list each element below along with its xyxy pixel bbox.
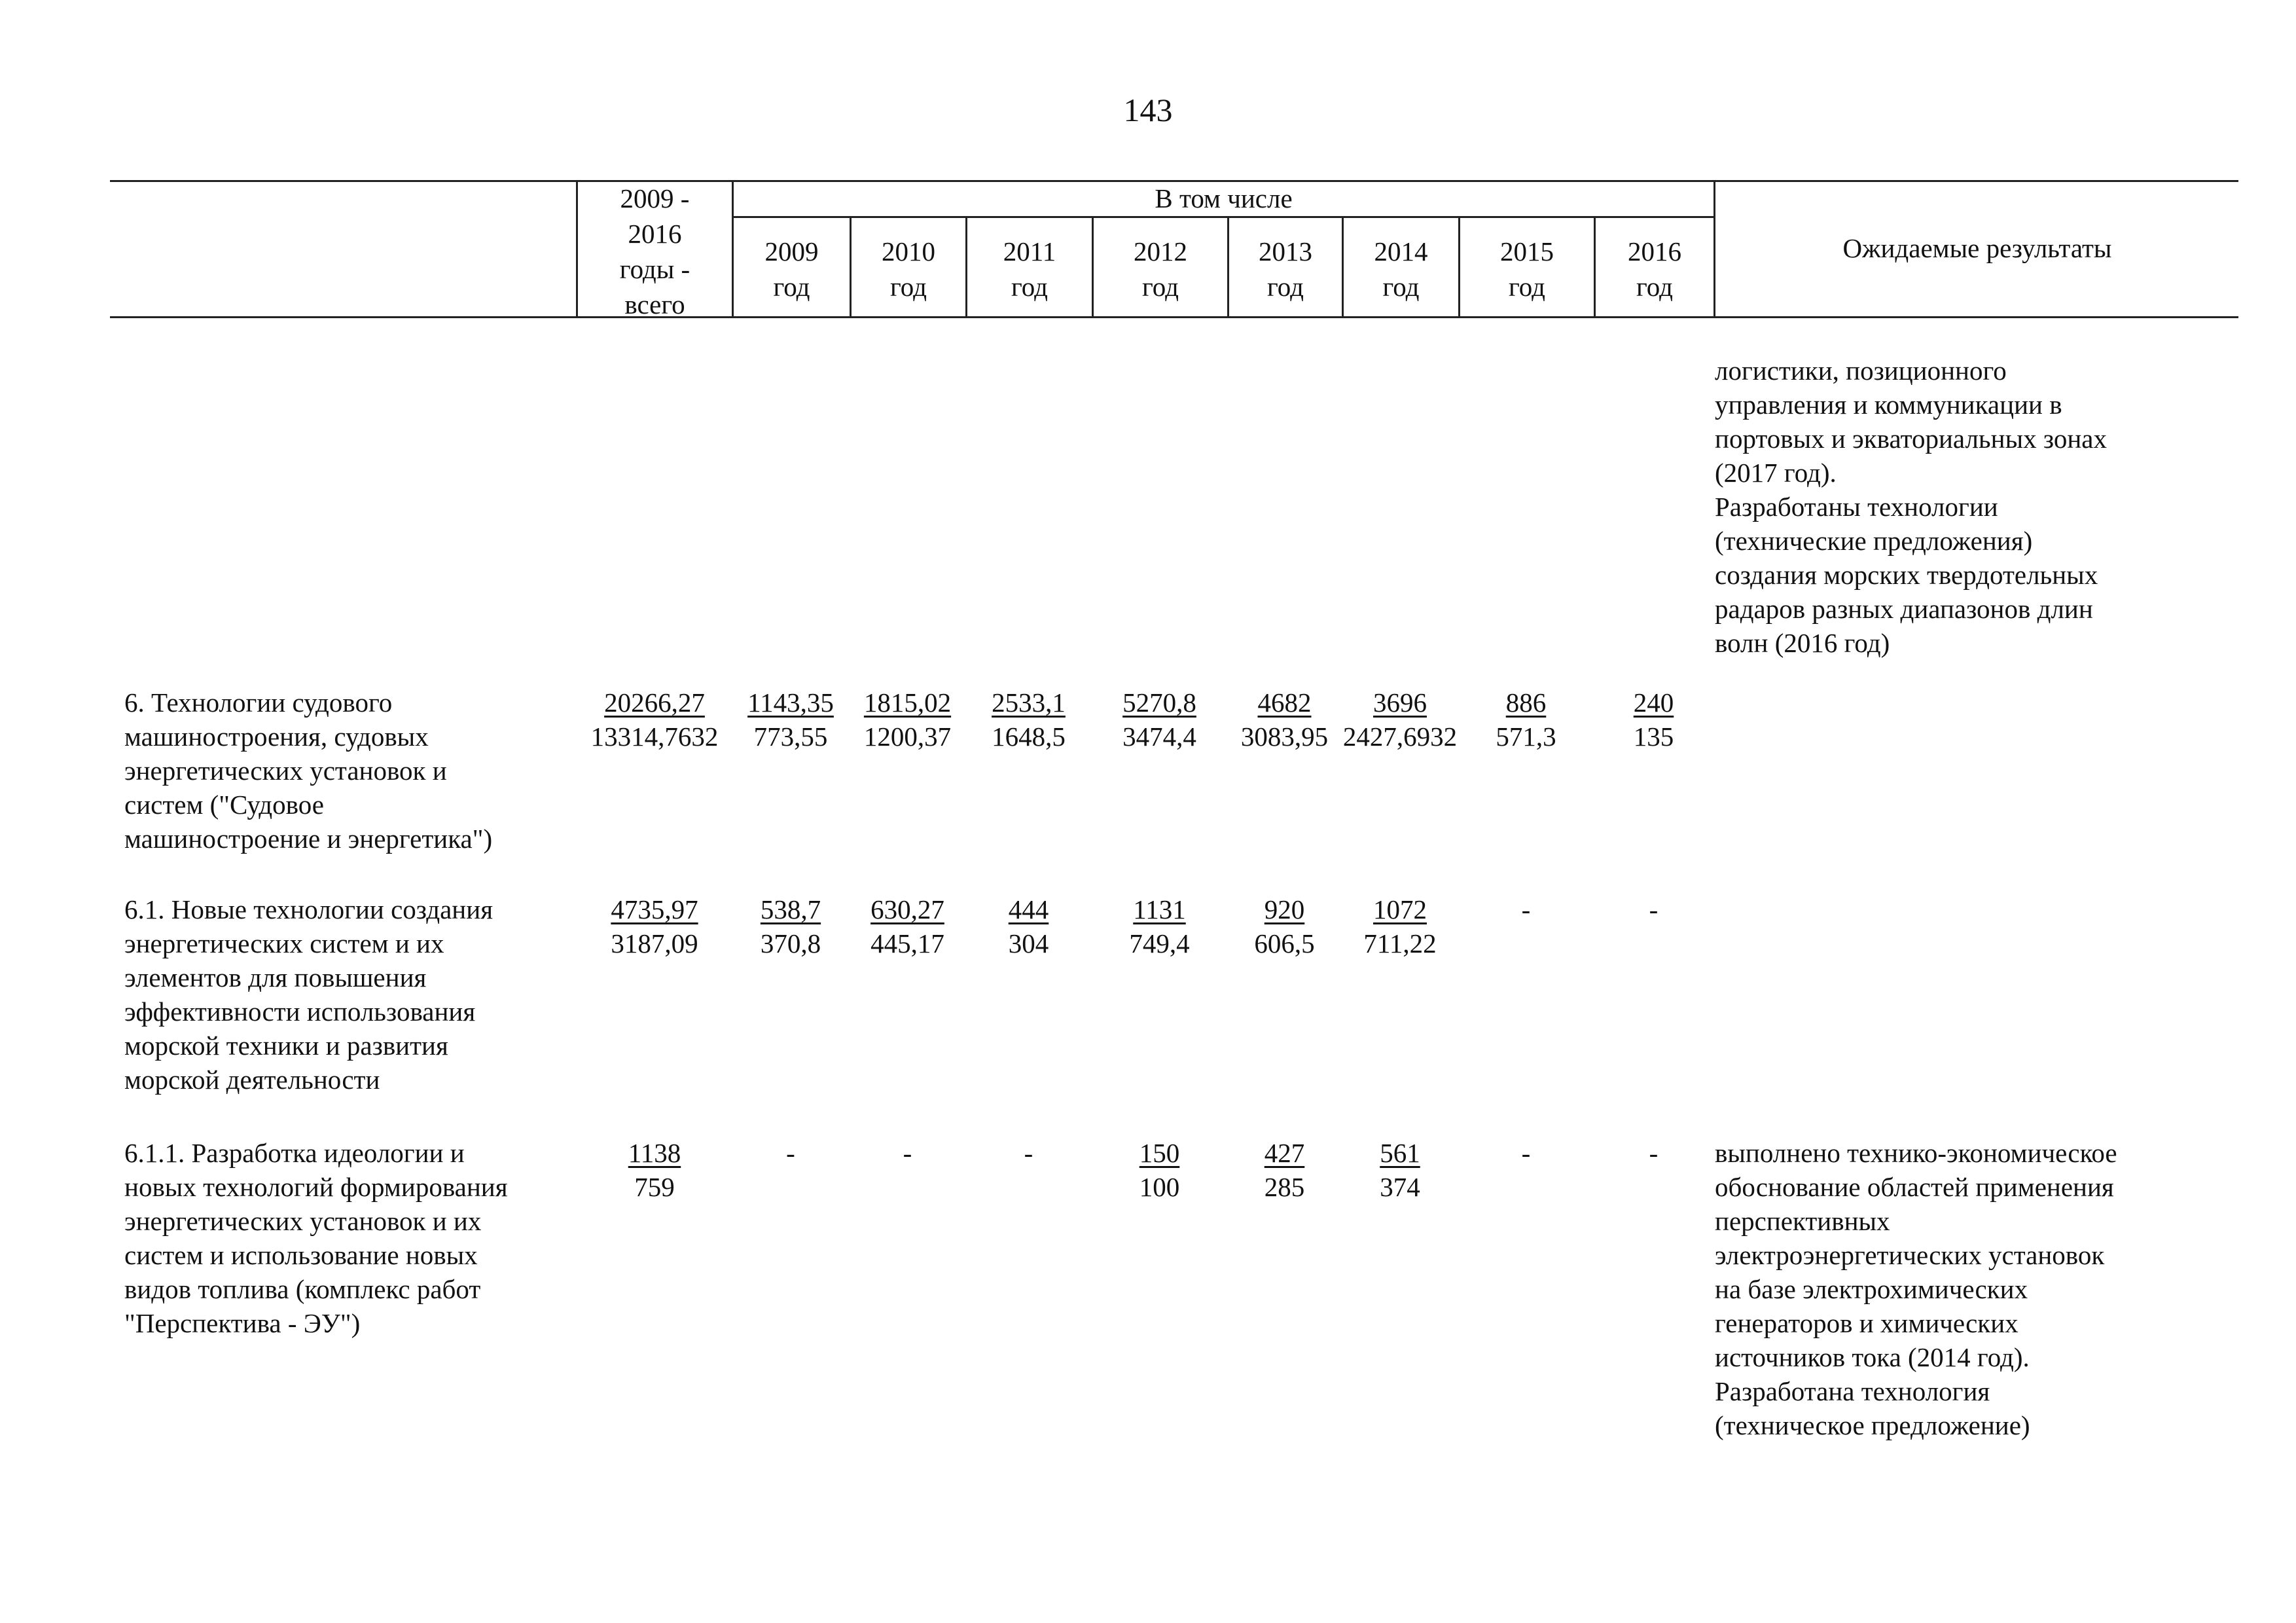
value-cell [1227,1136,1342,1204]
value-dash: - [1649,1138,1659,1168]
value-cell [965,685,1092,754]
value-subtotal: 285 [1264,1172,1305,1202]
header-year: 2016 год [1628,236,1681,302]
value-cell [732,685,850,754]
value-cell [1092,892,1227,960]
value-total: 1072 [1373,894,1427,924]
value-cell [1458,685,1594,754]
value-subtotal: 13314,7632 [590,721,719,752]
value-cell [732,1136,850,1170]
value-cell [850,685,965,754]
header-total: 2009 - 2016 годы - всего [619,183,691,319]
value-cell [965,1136,1092,1170]
value-cell [576,892,733,960]
header-group-rule [732,216,1715,218]
value-cell [1594,1136,1713,1170]
value-total: 920 [1264,894,1305,924]
row-label: 6. Технологии судового машиностроения, судовых энергетических установок и систем ("Судовое машиностроение и энергетика") [124,687,493,854]
value-total: 5270,8 [1122,687,1196,718]
value-total: 3696 [1373,687,1427,718]
value-subtotal: 1200,37 [863,721,952,752]
page-number: 143 [1123,92,1173,128]
value-subtotal: 370,8 [760,928,821,958]
value-subtotal: 711,22 [1363,928,1437,958]
value-subtotal: 135 [1633,721,1674,752]
value-cell [850,892,965,960]
value-dash: - [786,1138,795,1168]
value-total: 886 [1505,687,1547,718]
value-total: 4682 [1257,687,1312,718]
value-cell [732,892,850,960]
value-total: 1815,02 [863,687,952,718]
value-total: 150 [1139,1138,1180,1168]
header-year: 2010 год [882,236,935,302]
value-subtotal: 759 [634,1172,675,1202]
header-results: Ожидаемые результаты [1842,233,2112,263]
header-year: 2015 год [1500,236,1554,302]
value-subtotal: 606,5 [1254,928,1315,958]
value-total: 444 [1008,894,1049,924]
value-dash: - [1024,1138,1033,1168]
value-total: 1131 [1133,894,1186,924]
value-cell [1594,892,1713,926]
value-dash: - [903,1138,912,1168]
value-dash: - [1521,1138,1531,1168]
header-bottom-rule [110,316,2238,318]
value-subtotal: 773,55 [753,721,828,752]
row-label: 6.1. Новые технологии создания энергетических систем и их элементов для повышения эффективности использования морской техники и развития морской деятельности [124,894,493,1095]
value-total: 240 [1633,687,1674,718]
value-cell [1227,685,1342,754]
header-year: 2014 год [1374,236,1428,302]
value-subtotal: 1648,5 [992,721,1066,752]
value-dash: - [1649,894,1659,924]
value-cell [1594,685,1713,754]
value-subtotal: 2427,6932 [1342,721,1458,752]
value-subtotal: 571,3 [1496,721,1556,752]
continued-result: логистики, позиционного управления и коммуникации в портовых и экваториальных зонах (2017 год). Разработаны технологии (технические предложения) создания морских твердотельных радаров разных диапазонов длин волн (2016 год) [1715,356,2107,658]
value-total: 561 [1380,1138,1420,1168]
value-subtotal: 374 [1380,1172,1420,1202]
value-cell [1227,892,1342,960]
value-cell [850,1136,965,1170]
value-cell [1092,1136,1227,1204]
value-dash: - [1521,894,1531,924]
value-total: 630,27 [870,894,944,924]
header-year: 2009 год [764,236,819,302]
value-subtotal: 304 [1008,928,1049,958]
value-cell [965,892,1092,960]
value-cell [1342,1136,1458,1204]
value-total: 2533,1 [992,687,1066,718]
value-subtotal: 445,17 [870,928,944,958]
value-cell [1092,685,1227,754]
value-subtotal: 3474,4 [1122,721,1196,752]
value-cell [1458,892,1594,926]
value-total: 1143,35 [747,687,834,718]
value-subtotal: 100 [1139,1172,1180,1202]
value-cell [576,685,733,754]
value-total: 4735,97 [611,894,698,924]
header-group: В том числе [1155,183,1293,213]
header-year: 2012 год [1134,236,1187,302]
value-cell [1458,1136,1594,1170]
value-cell [1342,685,1458,754]
value-total: 427 [1264,1138,1305,1168]
header-year: 2011 год [1003,236,1056,302]
value-cell [1342,892,1458,960]
value-total: 20266,27 [604,687,705,718]
value-cell [576,1136,733,1204]
row-label: 6.1.1. Разработка идеологии и новых технологий формирования энергетических установок и их систем и использование новых видов топлива (комплекс работ "Перспектива - ЭУ") [124,1138,508,1338]
header-year: 2013 год [1259,236,1312,302]
value-total: 1138 [628,1138,681,1168]
value-subtotal: 3083,95 [1240,721,1329,752]
value-subtotal: 3187,09 [611,928,698,958]
row-result: выполнено технико-экономическое обоснование областей применения перспективных электроэнергетических установок на базе электрохимических генераторов и химических источников тока (2014 год). Разработана технология (техническое предложение) [1715,1138,2117,1440]
value-subtotal: 749,4 [1129,928,1190,958]
value-total: 538,7 [760,894,821,924]
